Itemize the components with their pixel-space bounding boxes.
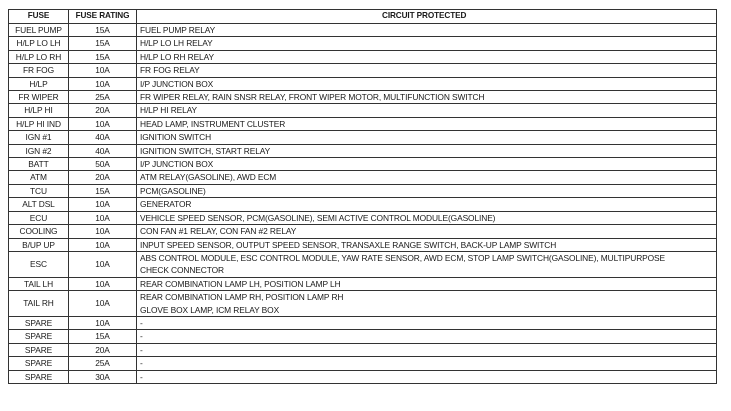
fuse-name-cell: B/UP UP [9,238,69,251]
fuse-rating-cell: 10A [69,225,137,238]
table-row [9,171,717,184]
fuse-rating-cell: 25A [69,357,137,370]
fuse-name-cell: FUEL PUMP [9,24,69,37]
circuit-line: IGNITION SWITCH [140,132,212,143]
header-fuse: FUSE [9,10,69,24]
circuit-protected-cell [137,24,717,37]
circuit-line: CHECK CONNECTOR [140,265,224,276]
table-row [9,50,717,63]
header-fuse-rating: FUSE RATING [69,10,137,24]
circuit-line: - [140,371,143,382]
fuse-name-cell: FR WIPER [9,91,69,104]
fuse-rating-cell: 50A [69,158,137,171]
fuse-rating-cell: 15A [69,50,137,63]
table-row [9,37,717,50]
circuit-line: - [140,317,143,328]
circuit-line: H/LP LO LH RELAY [140,38,213,49]
table-row [9,184,717,197]
circuit-line: I/P JUNCTION BOX [140,78,214,89]
fuse-rating-cell: 10A [69,291,137,317]
circuit-line: INPUT SPEED SENSOR, OUTPUT SPEED SENSOR, TRANSAXLE RANGE SWITCH, BACK-UP LAMP SWITCH [140,239,557,250]
fuse-name-cell: H/LP HI [9,104,69,117]
table-row [9,91,717,104]
header-circuit-protected: CIRCUIT PROTECTED [137,10,717,24]
circuit-protected-cell [137,158,717,171]
table-row [9,158,717,171]
fuse-name-cell: SPARE [9,343,69,356]
circuit-protected-cell [137,91,717,104]
fuse-name-cell: ATM [9,171,69,184]
table-row [9,211,717,224]
circuit-protected-cell [137,144,717,157]
fuse-name-cell: SPARE [9,370,69,383]
circuit-line: H/LP LO RH RELAY [140,51,214,62]
fuse-name-cell: ESC [9,251,69,277]
fuse-rating-cell: 10A [69,251,137,277]
circuit-line: REAR COMBINATION LAMP RH, POSITION LAMP RH [140,292,344,303]
fuse-name-cell: TAIL RH [9,291,69,317]
table-row [9,251,717,277]
fuse-rating-cell: 10A [69,77,137,90]
fuse-name-cell: H/LP HI IND [9,117,69,130]
fuse-name-cell: TAIL LH [9,277,69,290]
table-row [9,144,717,157]
fuse-name-cell: ECU [9,211,69,224]
fuse-rating-cell: 40A [69,144,137,157]
fuse-rating-cell: 10A [69,277,137,290]
circuit-protected-cell [137,330,717,343]
table-row [9,330,717,343]
fuse-rating-cell: 10A [69,316,137,329]
circuit-protected-cell [137,343,717,356]
circuit-protected-cell [137,316,717,329]
circuit-protected-cell [137,291,717,317]
circuit-line: FR WIPER RELAY, RAIN SNSR RELAY, FRONT WIPER MOTOR, MULTIFUNCTION SWITCH [140,92,485,103]
circuit-protected-cell [137,211,717,224]
table-row [9,357,717,370]
circuit-line: PCM(GASOLINE) [140,185,206,196]
table-row [9,370,717,383]
table-row [9,131,717,144]
fuse-name-cell: SPARE [9,316,69,329]
circuit-line: VEHICLE SPEED SENSOR, PCM(GASOLINE), SEMI ACTIVE CONTROL MODULE(GASOLINE) [140,212,496,223]
fuse-rating-cell: 20A [69,171,137,184]
fuse-table [8,9,717,384]
fuse-name-cell: SPARE [9,357,69,370]
fuse-rating-cell: 15A [69,24,137,37]
fuse-rating-cell: 10A [69,64,137,77]
circuit-line: ATM RELAY(GASOLINE), AWD ECM [140,172,277,183]
table-row [9,225,717,238]
table-row [9,238,717,251]
circuit-protected-cell [137,104,717,117]
circuit-protected-cell [137,50,717,63]
fuse-name-cell: SPARE [9,330,69,343]
circuit-line: - [140,331,143,342]
fuse-rating-cell: 20A [69,343,137,356]
circuit-protected-cell [137,184,717,197]
fuse-rating-cell: 15A [69,37,137,50]
circuit-line: HEAD LAMP, INSTRUMENT CLUSTER [140,118,286,129]
fuse-rating-cell: 40A [69,131,137,144]
fuse-name-cell: COOLING [9,225,69,238]
fuse-name-cell: IGN #2 [9,144,69,157]
table-row [9,104,717,117]
table-row [9,277,717,290]
table-row [9,64,717,77]
fuse-rating-cell: 30A [69,370,137,383]
circuit-line: - [140,344,143,355]
circuit-protected-cell [137,251,717,277]
fuse-rating-cell: 10A [69,238,137,251]
fuse-name-cell: H/LP LO LH [9,37,69,50]
table-row [9,343,717,356]
fuse-rating-cell: 15A [69,184,137,197]
circuit-line: IGNITION SWITCH, START RELAY [140,145,271,156]
header-row [9,10,717,24]
table-row [9,291,717,317]
circuit-protected-cell [137,225,717,238]
fuse-name-cell: FR FOG [9,64,69,77]
circuit-protected-cell [137,238,717,251]
fuse-rating-cell: 10A [69,117,137,130]
circuit-protected-cell [137,198,717,211]
fuse-rating-cell: 15A [69,330,137,343]
fuse-name-cell: IGN #1 [9,131,69,144]
table-row [9,117,717,130]
circuit-protected-cell [137,64,717,77]
circuit-line: H/LP HI RELAY [140,105,198,116]
circuit-line: FUEL PUMP RELAY [140,25,216,35]
circuit-protected-cell [137,131,717,144]
circuit-protected-cell [137,171,717,184]
table-row [9,316,717,329]
table-body [9,24,717,384]
fuse-rating-cell: 10A [69,198,137,211]
circuit-line: CON FAN #1 RELAY, CON FAN #2 RELAY [140,226,297,237]
fuse-name-cell: BATT [9,158,69,171]
circuit-protected-cell [137,117,717,130]
circuit-protected-cell [137,37,717,50]
circuit-line: I/P JUNCTION BOX [140,159,214,170]
circuit-line: GLOVE BOX LAMP, ICM RELAY BOX [140,304,280,315]
table-row [9,198,717,211]
table-row [9,24,717,37]
circuit-line: ABS CONTROL MODULE, ESC CONTROL MODULE, YAW RATE SENSOR, AWD ECM, STOP LAMP SWITCH(GASOLINE), MULTIPURPOSE [140,252,666,263]
fuse-rating-cell: 25A [69,91,137,104]
fuse-name-cell: TCU [9,184,69,197]
circuit-protected-cell [137,77,717,90]
circuit-line: - [140,358,143,369]
table-row [9,77,717,90]
circuit-protected-cell [137,277,717,290]
fuse-name-cell: H/LP LO RH [9,50,69,63]
fuse-rating-cell: 20A [69,104,137,117]
circuit-protected-cell [137,370,717,383]
circuit-protected-cell [137,357,717,370]
fuse-rating-cell: 10A [69,211,137,224]
fuse-name-cell: H/LP [9,77,69,90]
fuse-name-cell: ALT DSL [9,198,69,211]
circuit-line: FR FOG RELAY [140,65,200,76]
circuit-line: REAR COMBINATION LAMP LH, POSITION LAMP LH [140,278,341,289]
circuit-line: GENERATOR [140,199,192,210]
